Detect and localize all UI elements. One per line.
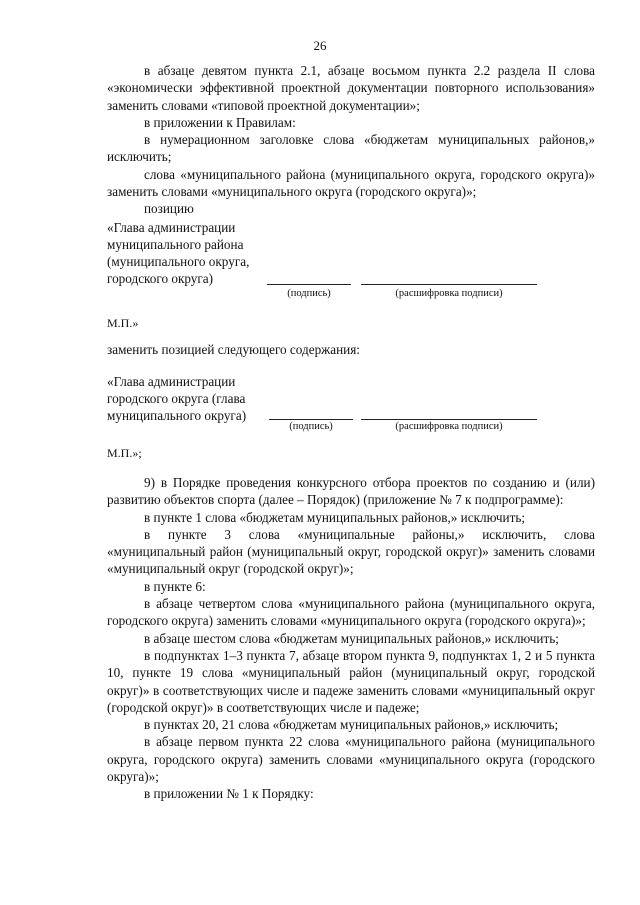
paragraph: в подпунктах 1–3 пункта 7, абзаце втором пункта 9, подпунктах 1, 2 и 5 пункта 10, пункте 19 слова «муниципальный район (муниципальный округ, городской округ)» в соответствующих числе и падеже заменить словами «муниципальный округ (городской округ)» в соответствующих числе и падеже; xyxy=(107,647,595,715)
signature-underline xyxy=(269,419,353,420)
caption-decode: (расшифровка подписи) xyxy=(395,288,503,299)
signature-line: «Глава администрации xyxy=(107,374,236,389)
paragraph: в пунктах 20, 21 слова «бюджетам муниципальных районов,» исключить; xyxy=(144,717,559,733)
paragraph: в приложении № 1 к Порядку: xyxy=(144,786,314,802)
text-block-2 xyxy=(107,474,595,803)
stamp-mark: М.П.» xyxy=(107,316,139,330)
paragraph: 9) в Порядке проведения конкурсного отбора проектов по созданию и (или) развитию объектов спорта (далее – Порядок) (приложение № 7 к подпрограмме): xyxy=(107,475,595,508)
signature-title-2 xyxy=(107,373,246,424)
signature-line: муниципального района xyxy=(107,237,244,252)
paragraph: в нумерационном заголовке слова «бюджетам муниципальных районов,» исключить; xyxy=(107,132,595,165)
paragraph: в абзаце первом пункта 22 слова «муниципального района (муниципального округа, городского округа) заменить словами «муниципального округа (городского округа)»; xyxy=(107,734,595,785)
decode-underline xyxy=(361,419,537,420)
caption-decode: (расшифровка подписи) xyxy=(395,421,503,432)
stamp-mark: М.П.»; xyxy=(107,446,142,460)
caption-signature: (подпись) xyxy=(289,421,333,432)
paragraph: в пункте 6: xyxy=(144,578,206,594)
signature-line: (муниципального округа, xyxy=(107,254,250,269)
paragraph: в пункте 1 слова «бюджетам муниципальных районов,» исключить; xyxy=(144,509,526,525)
signature-title-1 xyxy=(107,219,249,287)
signature-line: городского округа) xyxy=(107,271,214,286)
signature-underline xyxy=(267,284,351,285)
paragraph: в приложении к Правилам: xyxy=(144,114,296,130)
paragraph: слова «муниципального района (муниципального округа, городского округа)» заменить словами «муниципального округа (городского округа)»; xyxy=(107,166,595,200)
replace-text: заменить позицией следующего содержания: xyxy=(107,342,360,357)
paragraph: в абзаце девятом пункта 2.1, абзаце восьмом пункта 2.2 раздела II слова «экономически эффективной проектной документации повторного использования» заменить словами «типовой проектной документации»; xyxy=(107,63,595,113)
paragraph: в абзаце четвертом слова «муниципального района (муниципального округа, городского округа) заменить словами «муниципального округа (городского округа)»; xyxy=(107,596,595,629)
page-number: 26 xyxy=(313,38,327,53)
caption-signature: (подпись) xyxy=(287,288,331,299)
signature-line: «Глава администрации xyxy=(107,220,236,235)
text-block-1 xyxy=(107,62,595,218)
signature-line: муниципального округа) xyxy=(107,408,247,423)
paragraph: в абзаце шестом слова «бюджетам муниципальных районов,» исключить; xyxy=(144,630,559,646)
decode-underline xyxy=(361,284,537,285)
paragraph: в пункте 3 слова «муниципальные районы,» исключить, слова «муниципальный район (муниципальный округ, городской округ)» заменить словами «муниципальный округ (городской округ)»; xyxy=(107,526,595,577)
signature-line: городского округа (глава xyxy=(107,391,246,406)
paragraph: позицию xyxy=(144,201,194,217)
